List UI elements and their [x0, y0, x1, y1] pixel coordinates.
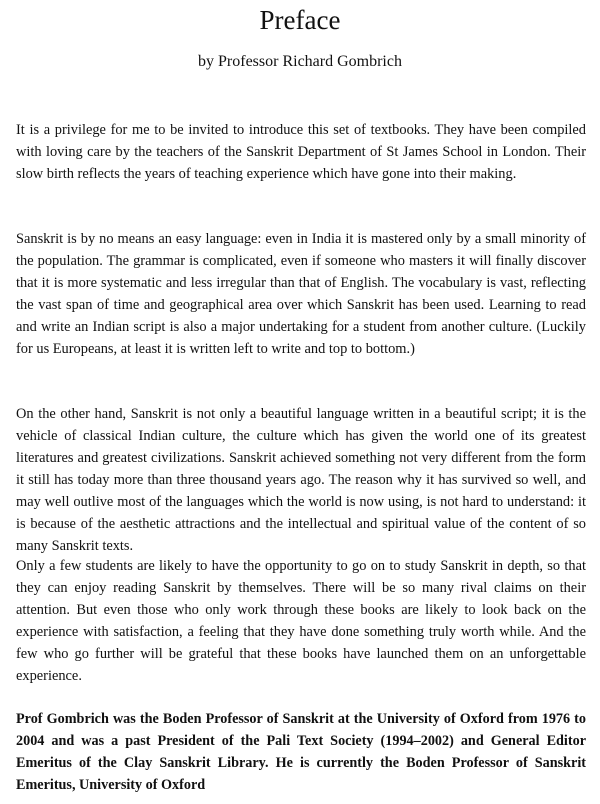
- paragraph-3: On the other hand, Sanskrit is not only a beautiful language written in a beautiful script; it is the vehicle of classical Indian culture, the culture which has given the world one of its greatest literatures and greatest civilizations. Sanskrit achieved something not very different from the form it still has today more than three thousand years ago. The reason why it has survived so well, and may well outlive most of the languages which the world is now using, is not hard to understand: it is because of the aesthetic attractions and the intellectual and spiritual value of the content of so many Sanskrit texts.: [16, 406, 586, 554]
- page-title: Preface: [259, 5, 341, 35]
- author-bio: Prof Gombrich was the Boden Professor of Sanskrit at the University of Oxford from 1976 to 2004 and was a past President of the Pali Text Society (1994–2002) and General Editor Emeritus of the Clay Sanskrit Library. He is currently the Boden Professor of Sanskrit Emeritus, University of Oxford: [16, 711, 586, 793]
- paragraph-1: It is a privilege for me to be invited to introduce this set of textbooks. They have been compiled with loving care by the teachers of the Sanskrit Department of St James School in London. Their slow birth reflects the years of teaching experience which have gone into their making.: [16, 122, 586, 182]
- author-byline: by Professor Richard Gombrich: [198, 53, 402, 70]
- paragraph-2: Sanskrit is by no means an easy language: even in India it is mastered only by a small minority of the population. The grammar is complicated, even if someone who masters it will finally discover that it is more systematic and less irregular than that of English. The vocabulary is vast, reflecting the vast span of time and geographical area over which Sanskrit has been used. Learning to read and write an Indian script is also a major undertaking for a student from another culture. (Luckily for us Europeans, at least it is written left to write and top to bottom.): [16, 231, 586, 357]
- paragraph-4: Only a few students are likely to have the opportunity to go on to study Sanskrit in depth, so that they can enjoy reading Sanskrit by themselves. There will be so many rival claims on their attention. But even those who only work through these books are likely to look back on the experience with satisfaction, a feeling that they have done something truly worth while. And the few who go further will be grateful that these books have launched them on an unforgettable experience.: [16, 558, 586, 684]
